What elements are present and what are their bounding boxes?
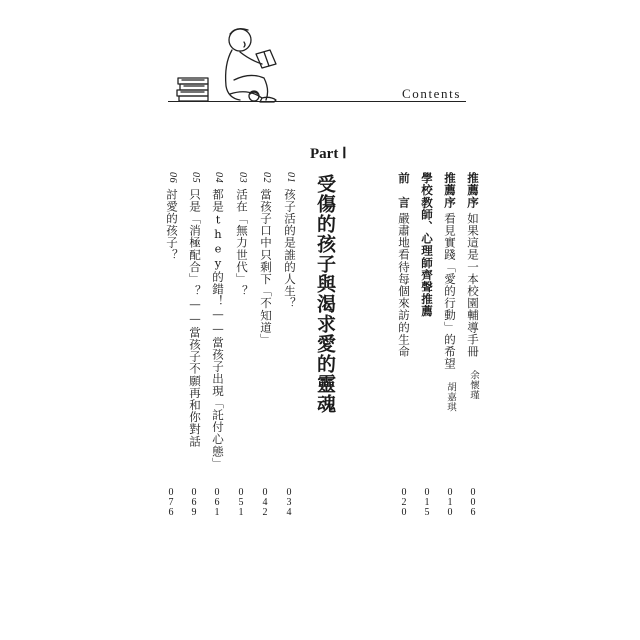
entry-label: 推薦序 (466, 172, 480, 209)
page-digit: 0 (470, 497, 476, 508)
toc-chapter-05 (188, 172, 202, 447)
entry-title: 學校教師、心理師齊聲推薦 (420, 172, 434, 318)
chapter-number: 05 (190, 172, 201, 184)
page-digit: 6 (214, 497, 220, 508)
page-digit: 0 (168, 487, 174, 498)
page-number (444, 488, 456, 518)
page-number (188, 488, 200, 518)
page-digit: 0 (262, 487, 268, 498)
entry-author: 胡嘉琪 (445, 381, 456, 412)
page-digit: 0 (424, 487, 430, 498)
page-digit: 0 (447, 487, 453, 498)
page-digit: 0 (447, 507, 453, 518)
page-number (421, 488, 433, 518)
page-number (165, 488, 177, 518)
page-digit: 4 (262, 497, 268, 508)
toc-chapter-01 (283, 172, 297, 309)
page-digit: 1 (447, 497, 453, 508)
toc-entry-foreword-1 (466, 172, 480, 400)
chapter-number: 02 (261, 172, 272, 184)
entry-label: 推薦序 (443, 172, 457, 209)
entry-author: 余懷瑾 (468, 369, 479, 400)
page-number (467, 488, 479, 518)
contents-title: Contents (402, 86, 462, 101)
chapter-number: 03 (237, 172, 248, 184)
page-digit: 6 (191, 497, 197, 508)
page-digit: 0 (214, 487, 220, 498)
page-digit: 1 (424, 497, 430, 508)
page-digit: 0 (238, 487, 244, 498)
page-digit: 4 (286, 507, 292, 518)
toc-chapter-02 (259, 172, 273, 346)
entry-title: 嚴肅地看待每個來訪的生命 (397, 212, 411, 358)
chapter-number: 06 (167, 172, 178, 184)
entry-title: 看見實踐「愛的行動」的希望 (443, 212, 457, 370)
page-number (235, 488, 247, 518)
page-digit: 1 (214, 507, 220, 518)
chapter-title: 孩子活的是誰的人生？ (283, 188, 297, 310)
page-digit: 7 (168, 497, 174, 508)
toc-entry-foreword-2 (443, 172, 457, 412)
page-digit: 0 (286, 487, 292, 498)
chapter-title: 活在「無力世代」？ (235, 188, 249, 298)
page-digit: 0 (470, 487, 476, 498)
chapter-number: 04 (213, 172, 224, 184)
part-label: Part Ⅰ (310, 146, 347, 162)
page-digit: 0 (401, 507, 407, 518)
chapter-title: 討愛的孩子？ (165, 188, 179, 261)
chapter-title: 當孩子口中只剩下「不知道」 (259, 188, 273, 346)
page-number (398, 488, 410, 518)
page-digit: 2 (262, 507, 268, 518)
page-digit: 9 (191, 507, 197, 518)
page-digit: 2 (401, 497, 407, 508)
page-digit: 3 (286, 497, 292, 508)
entry-title: 如果這是一本校園輔導手冊 (466, 212, 480, 358)
page-number (283, 488, 295, 518)
part-title: 受傷的孩子與渴求愛的靈魂 (314, 174, 336, 414)
toc-chapter-03 (235, 172, 249, 297)
entry-label: 前 言 (397, 172, 411, 209)
toc-chapter-04 (211, 172, 225, 469)
toc-entry-preface (397, 172, 410, 358)
page-digit: 5 (238, 497, 244, 508)
chapter-number: 01 (285, 172, 296, 184)
page-digit: 6 (470, 507, 476, 518)
chapter-title: 只是「消極配合」？——當孩子不願再和你對話 (188, 188, 202, 448)
page-digit: 0 (401, 487, 407, 498)
page-number (211, 488, 223, 518)
page-digit: 0 (191, 487, 197, 498)
page-digit: 1 (238, 507, 244, 518)
toc-chapter-06 (165, 172, 179, 261)
toc-entry-recommendations (420, 172, 433, 317)
chapter-title: 都是they的錯！——當孩子出現「託付心態」 (211, 188, 225, 470)
page-number (259, 488, 271, 518)
page-digit: 5 (424, 507, 430, 518)
page-digit: 6 (168, 507, 174, 518)
